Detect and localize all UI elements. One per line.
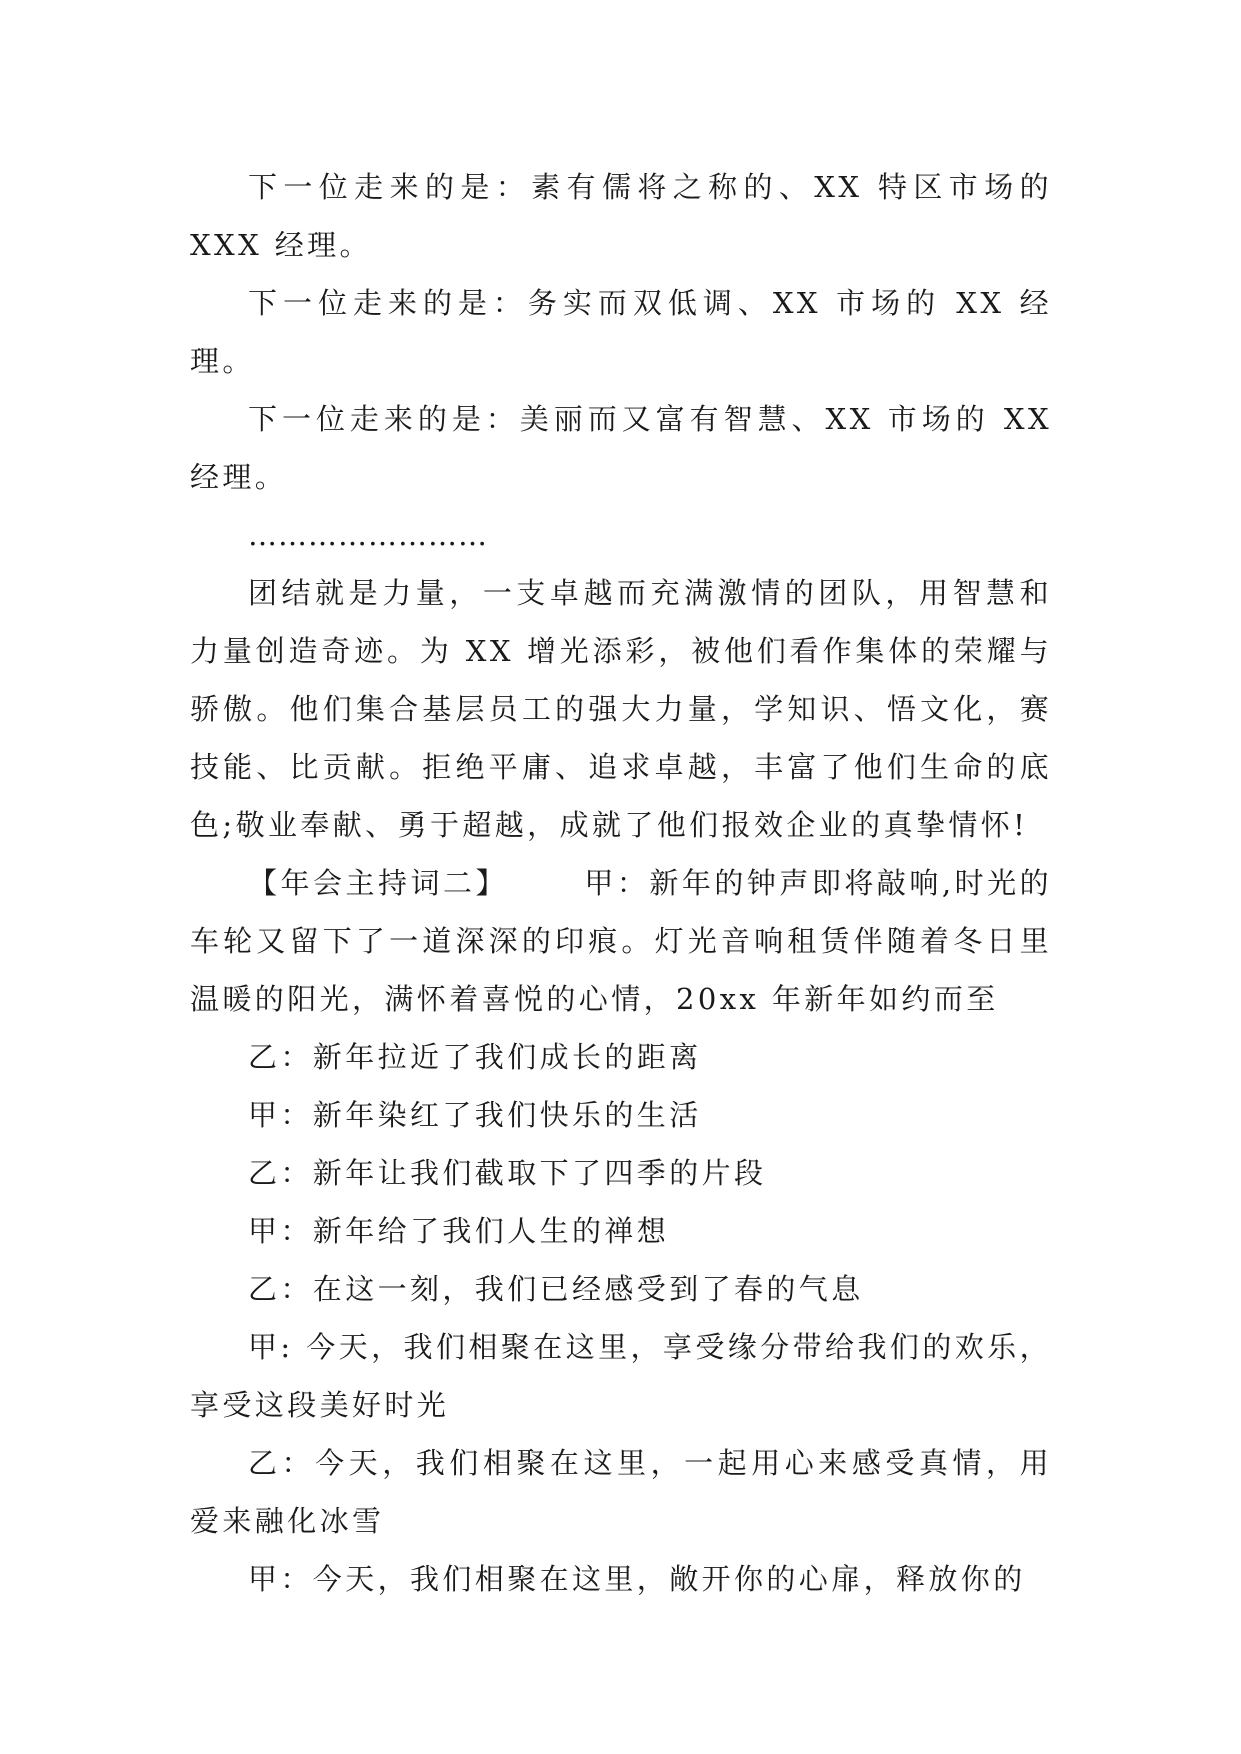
paragraph-team-praise: 团结就是力量，一支卓越而充满激情的团队，用智慧和力量创造奇迹。为 XX 增光添彩，被他们看作集体的荣耀与骄傲。他们集合基层员工的强大力量，学知识、悟文化，赛技能、比贡献。拒绝平庸、追求卓越，丰富了他们生命的底色;敬业奉献、勇于超越，成就了他们报效企业的真挚情怀!: [190, 576, 1052, 842]
dialogue-line: 乙：在这一刻，我们已经感受到了春的气息: [248, 1272, 864, 1306]
document-body: [190, 158, 1065, 1608]
dialogue-line: 甲：新年给了我们人生的禅想: [248, 1214, 670, 1248]
paragraph-host-intro-1: 下一位走来的是：素有儒将之称的、XX 特区市场的 XXX 经理。: [190, 170, 1065, 262]
dialogue-line: 乙：新年拉近了我们成长的距离: [248, 1040, 702, 1074]
ellipsis-separator: ……………………: [248, 518, 488, 552]
dialogue-line: 甲：新年染红了我们快乐的生活: [248, 1098, 702, 1132]
dialogue-line: 乙：新年让我们截取下了四季的片段: [248, 1156, 767, 1190]
paragraph-host-intro-2: 下一位走来的是：务实而双低调、XX 市场的 XX 经理。: [190, 286, 1052, 378]
paragraph-script-two-opening: 【年会主持词二】 甲：新年的钟声即将敲响,时光的车轮又留下了一道深深的印痕。灯光音响租赁伴随着冬日里温暖的阳光，满怀着喜悦的心情，20xx 年新年如约而至: [190, 866, 1052, 1016]
dialogue-line: 甲：今天，我们相聚在这里，敞开你的心扉，释放你的: [248, 1562, 1026, 1596]
paragraph-host-intro-3: 下一位走来的是：美丽而又富有智慧、XX 市场的 XX 经理。: [190, 402, 1065, 494]
dialogue-line: 甲: 今天，我们相聚在这里，享受缘分带给我们的欢乐，享受这段美好时光: [190, 1330, 1052, 1422]
dialogue-line: 乙：今天，我们相聚在这里，一起用心来感受真情，用爱来融化冰雪: [190, 1446, 1052, 1538]
